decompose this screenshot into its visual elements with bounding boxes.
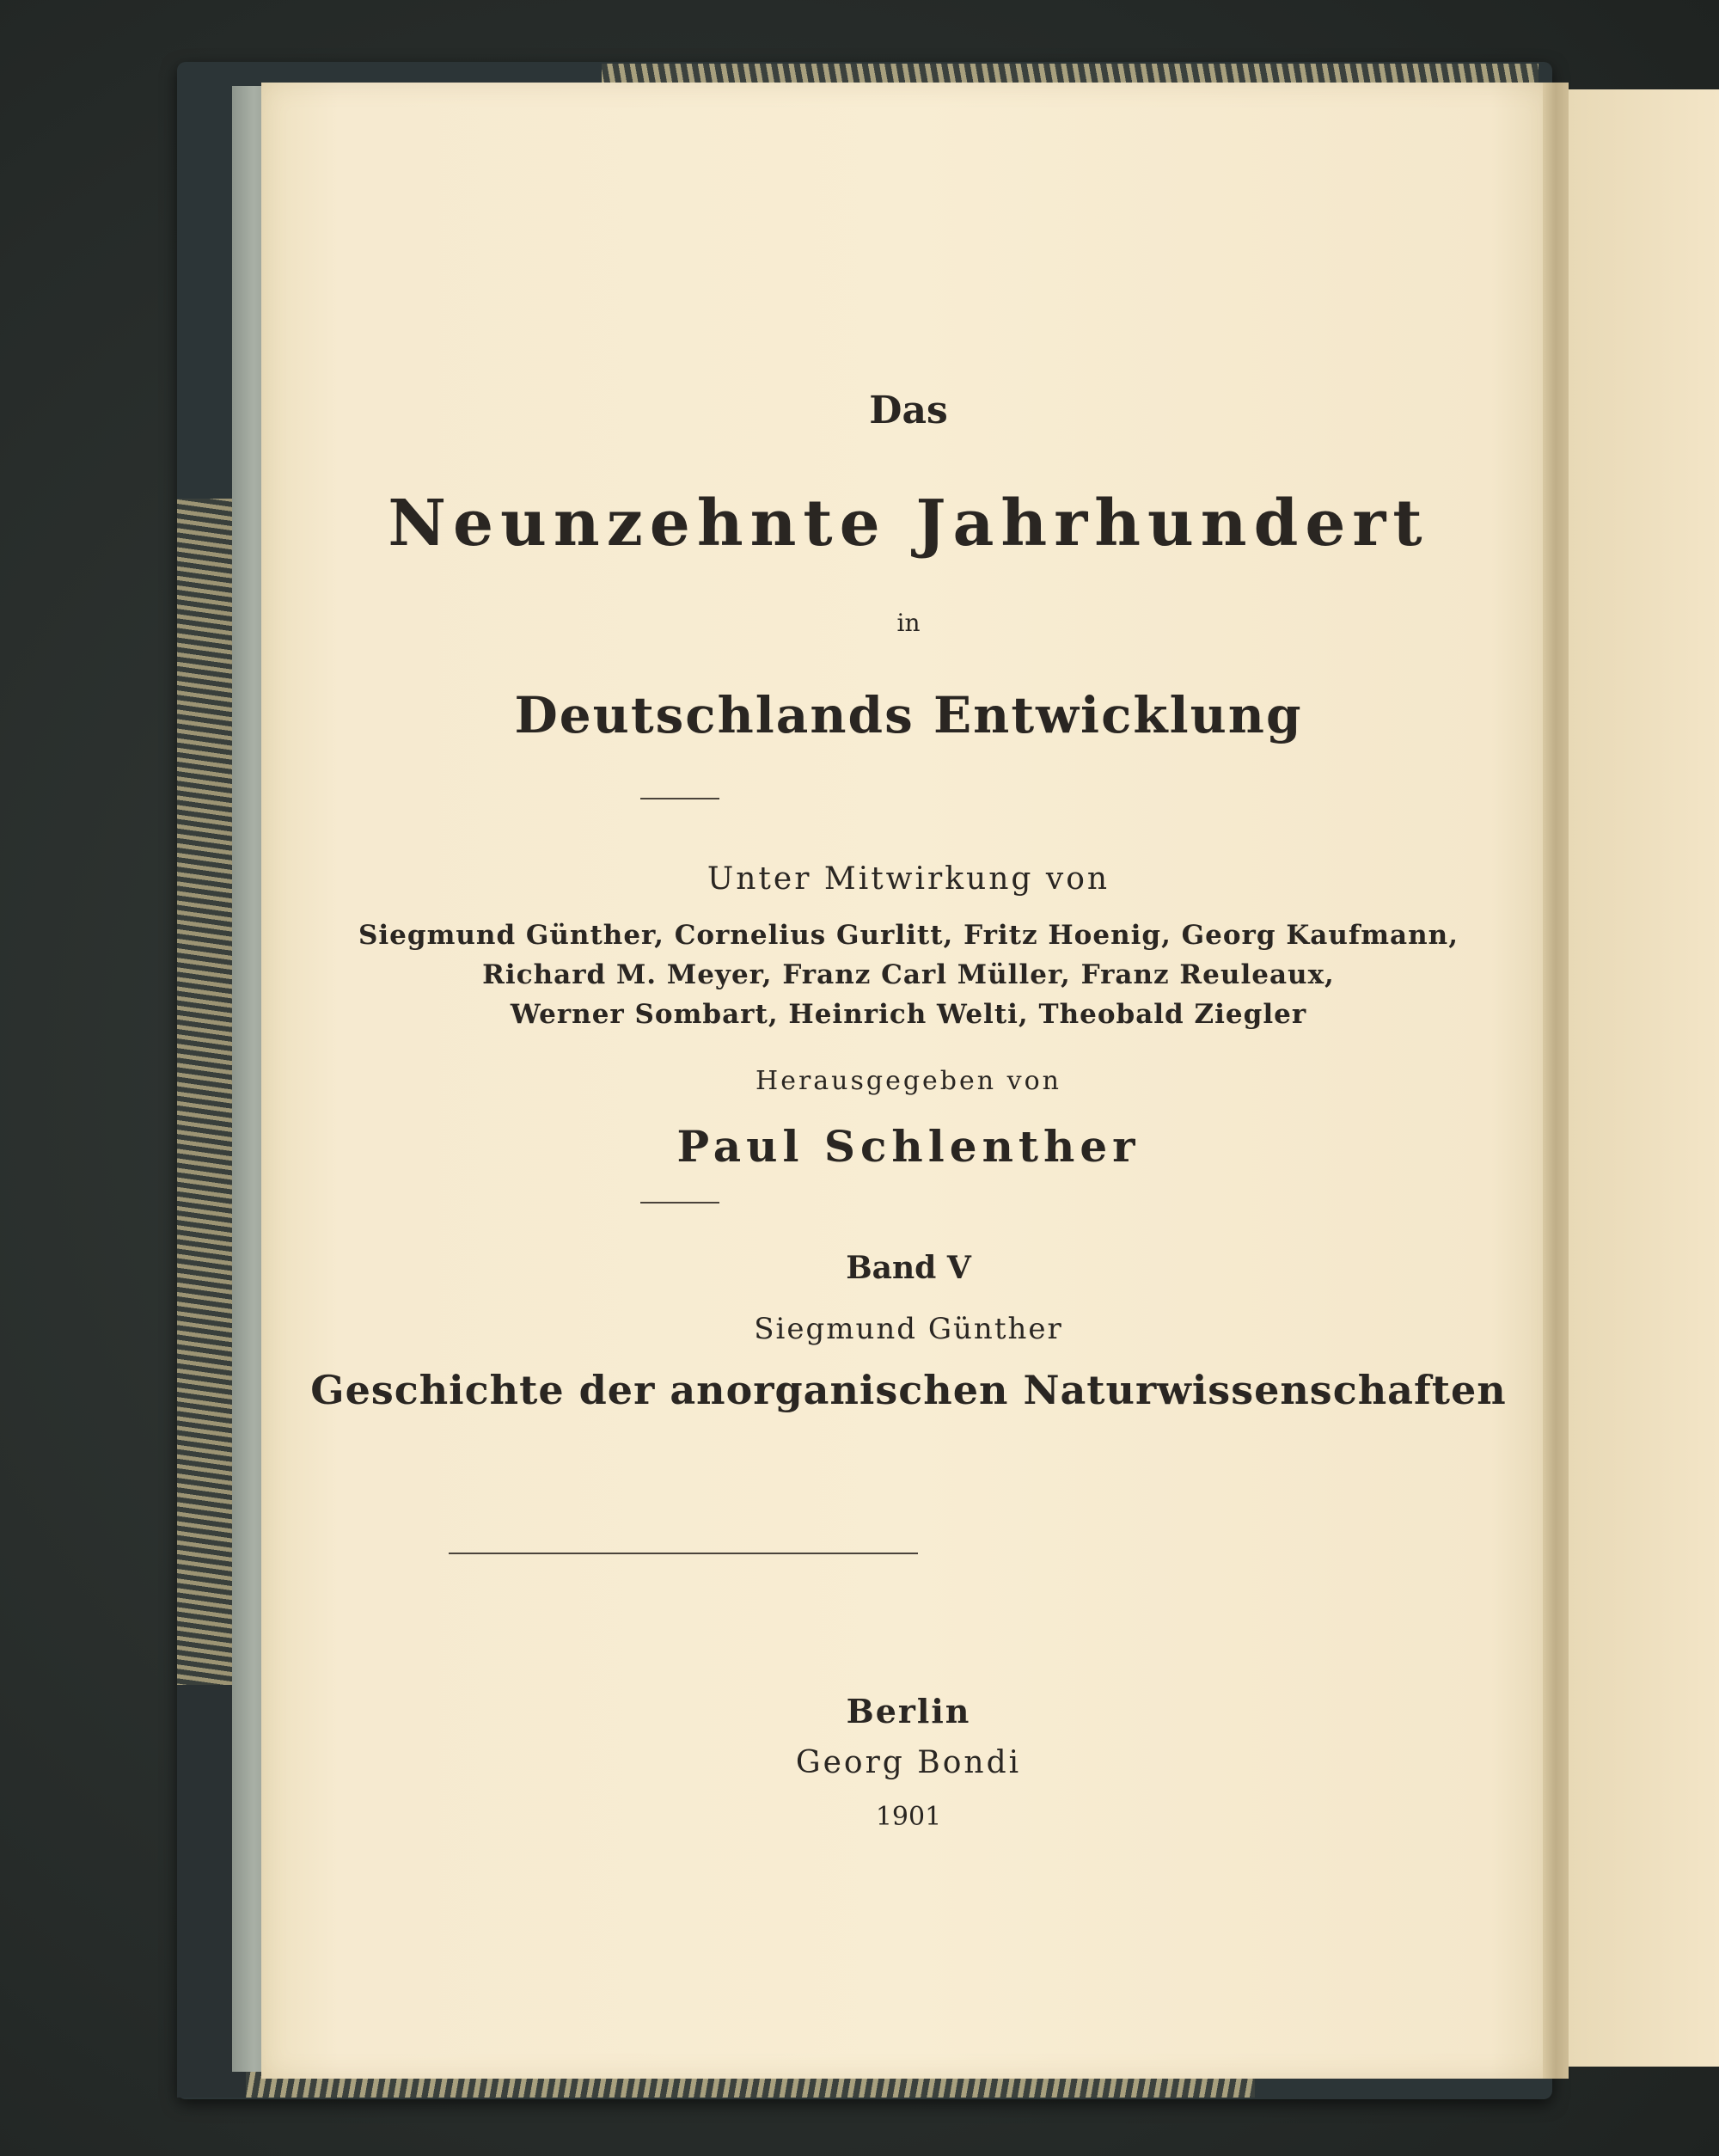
facing-page — [1569, 89, 1719, 2067]
volume-title: Geschichte der anorganischen Naturwissenschaften — [310, 1367, 1507, 1413]
title-page-text — [261, 0, 1556, 2156]
editor-name: Paul Schlenther — [676, 1121, 1141, 1172]
contributors-line: Siegmund Günther, Cornelius Gurlitt, Fritz Hoenig, Georg Kaufmann, — [358, 920, 1459, 951]
title-article: Das — [869, 389, 948, 432]
volume-author: Siegmund Günther — [754, 1312, 1063, 1346]
divider-rule-long — [449, 1553, 918, 1554]
contributors-line: Richard M. Meyer, Franz Carl Müller, Franz Reuleaux, — [482, 959, 1335, 990]
subtitle: Deutschlands Entwicklung — [514, 686, 1303, 744]
title-preposition: in — [896, 609, 921, 637]
contributors-heading: Unter Mitwirkung von — [707, 861, 1110, 897]
editor-heading: Herausgegeben von — [756, 1066, 1061, 1096]
publication-year: 1901 — [875, 1802, 942, 1832]
publisher-name: Georg Bondi — [795, 1745, 1022, 1780]
publication-city: Berlin — [846, 1692, 971, 1730]
main-title: Neunzehnte Jahrhundert — [388, 487, 1429, 560]
divider-rule — [640, 1202, 719, 1204]
divider-rule — [640, 798, 719, 799]
contributors-line: Werner Sombart, Heinrich Welti, Theobald Ziegler — [510, 999, 1307, 1030]
volume-number: Band V — [846, 1250, 971, 1286]
